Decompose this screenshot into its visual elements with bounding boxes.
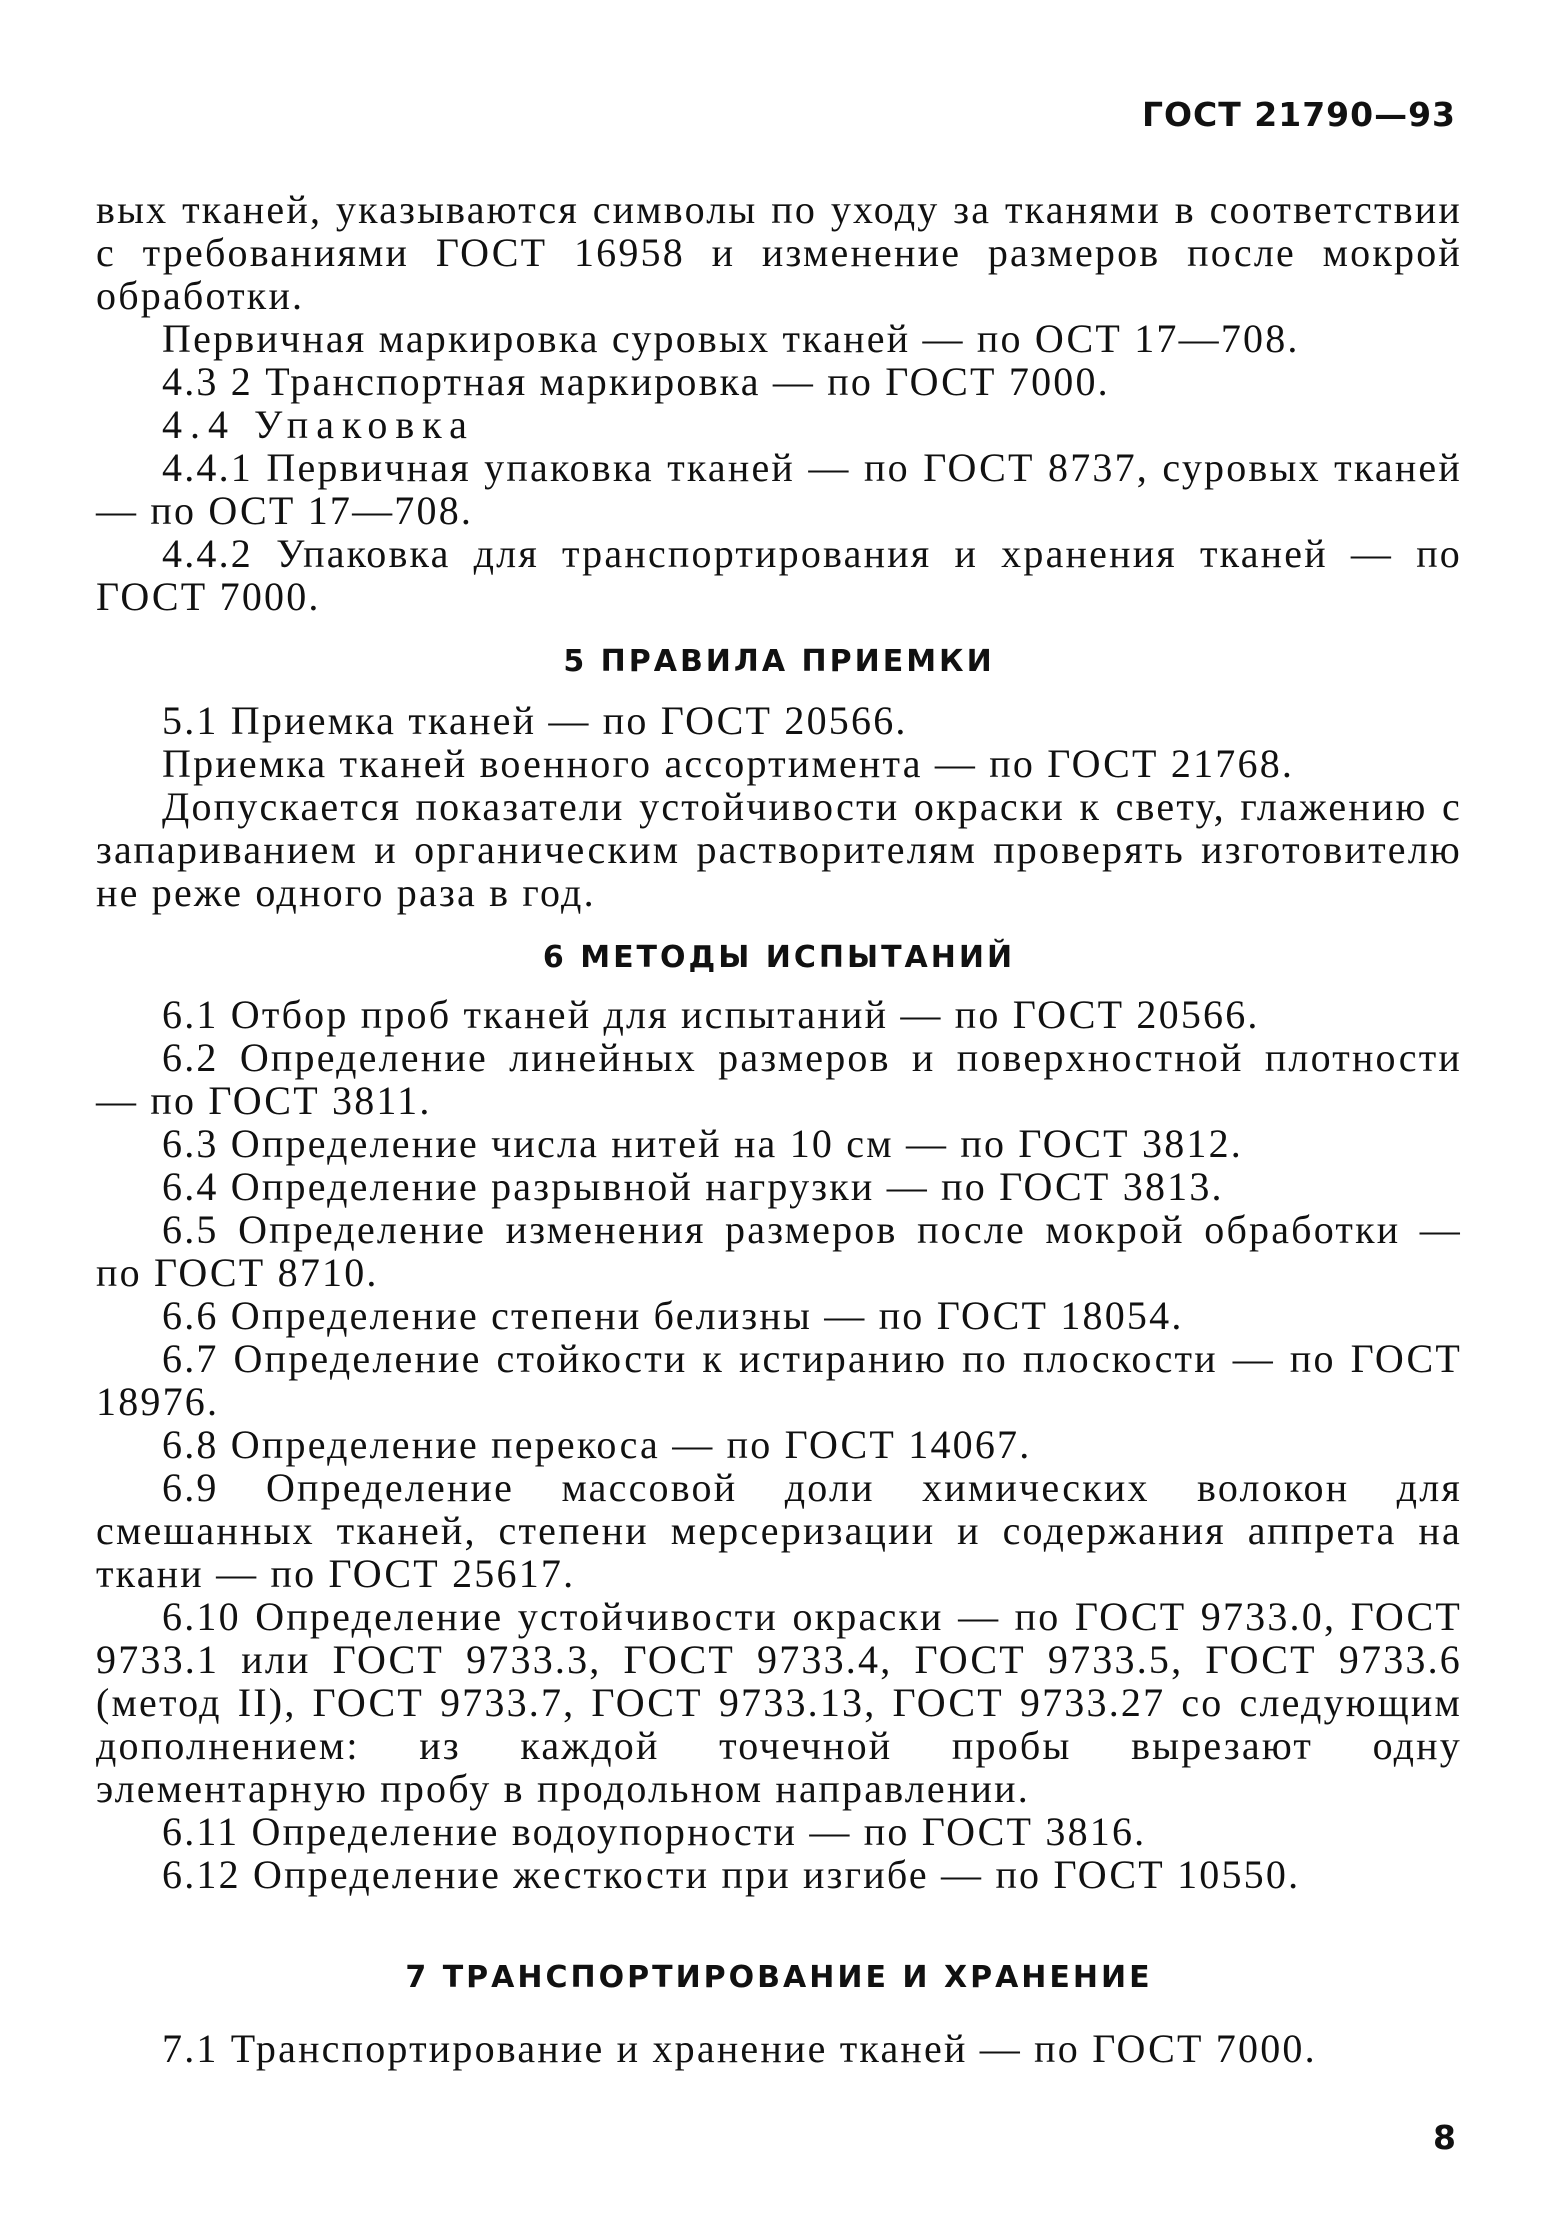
paragraph-6-10: 6.10 Определение устойчивости окраски — по ГОСТ 9733.0, ГОСТ 9733.1 или ГОСТ 9733.3, ГОСТ 9733.4, ГОСТ 9733.5, ГОСТ 9733.6 (метод II), ГОСТ 9733.7, ГОСТ 9733.13, ГОСТ 9733.27 со следующим дополнением: из каждой точечной пробы вырезают одну элементарную пробу в продольном направлении.: [96, 1594, 1462, 1811]
paragraph-4-4-1: 4.4.1 Первичная упаковка тканей — по ГОСТ 8737, суровых тканей — по ОСТ 17—708.: [96, 445, 1462, 533]
paragraph-5-allowance: Допускается показатели устойчивости окраски к свету, глажению с запариванием и органическим растворителям проверять изготовителю не реже одного раза в год.: [96, 784, 1462, 915]
section-5-title: 5 ПРАВИЛА ПРИЕМКИ: [563, 644, 995, 679]
paragraph-4-3-2: 4.3 2 Транспортная маркировка — по ГОСТ 7000.: [162, 359, 1110, 404]
paragraph-6-4: 6.4 Определение разрывной нагрузки — по ГОСТ 3813.: [162, 1164, 1224, 1209]
paragraph-4-4-heading: 4.4 Упаковка: [162, 402, 475, 447]
paragraph-6-1: 6.1 Отбор проб тканей для испытаний — по ГОСТ 20566.: [162, 992, 1260, 1037]
paragraph-7-1: 7.1 Транспортирование и хранение тканей — по ГОСТ 7000.: [162, 2026, 1317, 2071]
paragraph-6-7: 6.7 Определение стойкости к истиранию по плоскости — по ГОСТ 18976.: [96, 1336, 1462, 1424]
paragraph-care-symbols: вых тканей, указываются символы по уходу за тканями в соответствии с требованиями ГОСТ 16958 и изменение размеров после мокрой обработки.: [96, 187, 1462, 318]
paragraph-6-2: 6.2 Определение линейных размеров и поверхностной плотности — по ГОСТ 3811.: [96, 1035, 1462, 1123]
section-7-title: 7 ТРАНСПОРТИРОВАНИЕ И ХРАНЕНИЕ: [405, 1960, 1153, 1995]
paragraph-6-9: 6.9 Определение массовой доли химических волокон для смешанных тканей, степени мерсеризации и содержания аппрета на ткани — по ГОСТ 25617.: [96, 1465, 1462, 1596]
paragraph-6-6: 6.6 Определение степени белизны — по ГОСТ 18054.: [162, 1293, 1184, 1338]
paragraph-primary-marking: Первичная маркировка суровых тканей — по ОСТ 17—708.: [162, 316, 1300, 361]
paragraph-6-12: 6.12 Определение жесткости при изгибе — по ГОСТ 10550.: [162, 1852, 1301, 1897]
paragraph-6-3: 6.3 Определение числа нитей на 10 см — по ГОСТ 3812.: [162, 1121, 1244, 1166]
document-body: [96, 188, 1462, 2070]
paragraph-5-1: 5.1 Приемка тканей — по ГОСТ 20566.: [162, 698, 908, 743]
paragraph-4-4-2: 4.4.2 Упаковка для транспортирования и хранения тканей — по ГОСТ 7000.: [96, 531, 1462, 619]
section-6-title: 6 МЕТОДЫ ИСПЫТАНИЙ: [542, 940, 1016, 975]
page-number: 8: [1433, 2118, 1456, 2157]
paragraph-5-military: Приемка тканей военного ассортимента — по ГОСТ 21768.: [162, 741, 1295, 786]
paragraph-6-11: 6.11 Определение водоупорности — по ГОСТ 3816.: [162, 1809, 1147, 1854]
document-code-header: ГОСТ 21790—93: [1141, 95, 1456, 134]
paragraph-6-8: 6.8 Определение перекоса — по ГОСТ 14067.: [162, 1422, 1032, 1467]
paragraph-6-5: 6.5 Определение изменения размеров после мокрой обработки — по ГОСТ 8710.: [96, 1207, 1462, 1295]
